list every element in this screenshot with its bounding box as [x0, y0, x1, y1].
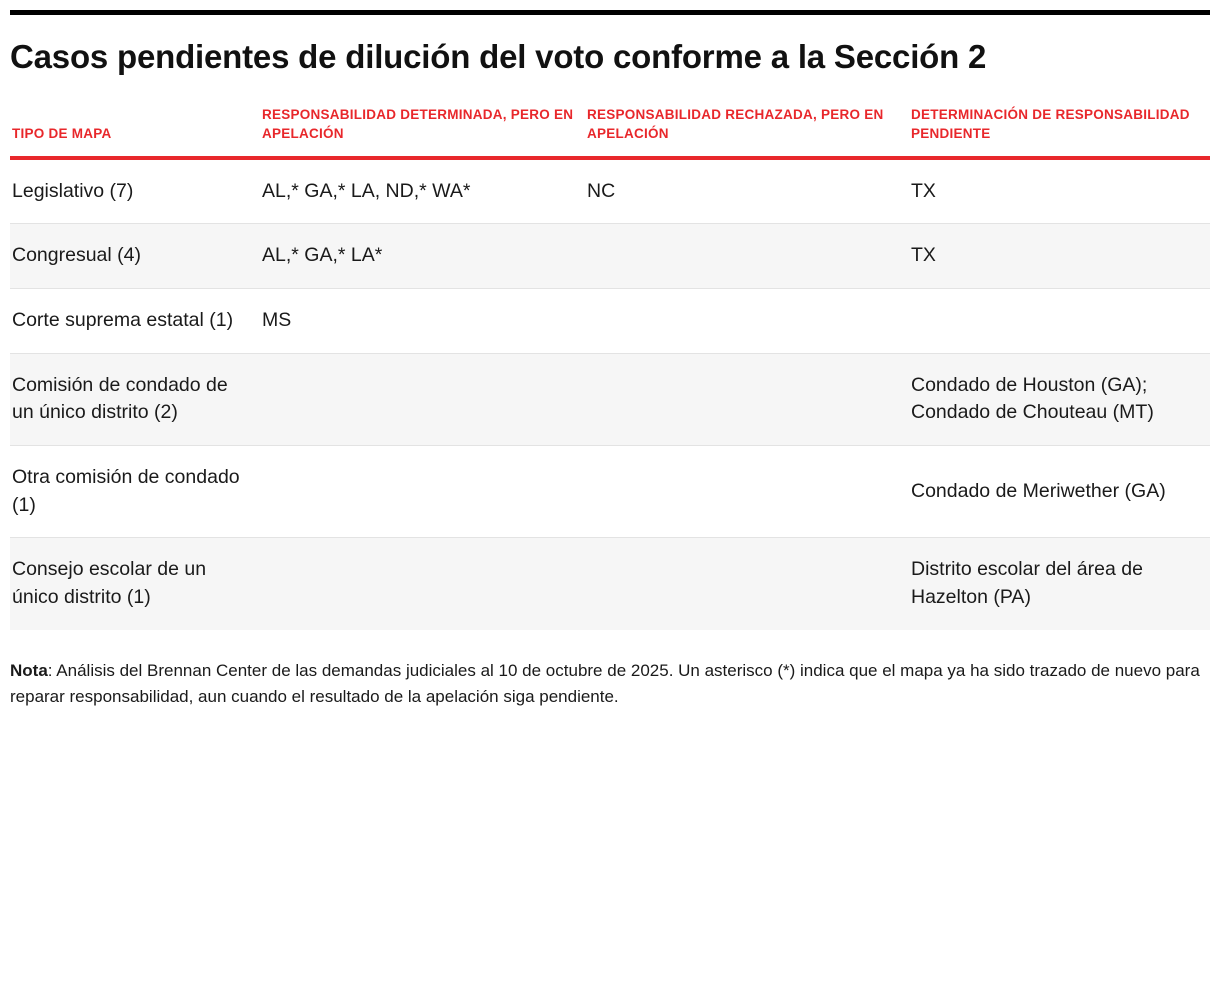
- column-header-map-type: TIPO DE MAPA: [10, 105, 262, 157]
- cell-liability-pending: Condado de Meriwether (GA): [911, 446, 1210, 538]
- table-row: [10, 158, 1210, 224]
- table-note: [10, 658, 1205, 710]
- pending-cases-table: [10, 105, 1210, 630]
- column-header-liability-rejected-on-appeal: RESPONSABILIDAD RECHAZADA, PERO EN APELACIÓN: [587, 105, 911, 157]
- table-row: [10, 353, 1210, 445]
- table-row: [10, 288, 1210, 353]
- column-header-liability-pending: DETERMINACIÓN DE RESPONSABILIDAD PENDIENTE: [911, 105, 1210, 157]
- cell-liability-found-on-appeal: [262, 353, 587, 445]
- cell-liability-found-on-appeal: MS: [262, 288, 587, 353]
- table-row: [10, 446, 1210, 538]
- cell-liability-rejected-on-appeal: [587, 288, 911, 353]
- cell-map-type: Comisión de condado de un único distrito (2): [10, 353, 262, 445]
- page-root: [0, 10, 1220, 1000]
- table-header: [10, 105, 1210, 157]
- cell-liability-pending: Condado de Houston (GA); Condado de Chouteau (MT): [911, 353, 1210, 445]
- table-body: [10, 158, 1210, 630]
- cell-map-type: Consejo escolar de un único distrito (1): [10, 538, 262, 630]
- cell-map-type: Corte suprema estatal (1): [10, 288, 262, 353]
- cell-map-type: Congresual (4): [10, 224, 262, 289]
- cell-liability-rejected-on-appeal: [587, 224, 911, 289]
- table-row: [10, 538, 1210, 630]
- table-header-row: [10, 105, 1210, 157]
- cell-liability-pending: [911, 288, 1210, 353]
- cell-liability-rejected-on-appeal: NC: [587, 179, 616, 202]
- page-title: Casos pendientes de dilución del voto conforme a la Sección 2: [10, 38, 987, 75]
- cell-liability-found-on-appeal: AL,* GA,* LA, ND,* WA*: [262, 179, 471, 202]
- cell-map-type: Legislativo (7): [12, 179, 134, 202]
- cell-liability-found-on-appeal: [262, 538, 587, 630]
- cell-liability-pending: TX: [911, 224, 1210, 289]
- table-row: [10, 224, 1210, 289]
- cell-liability-rejected-on-appeal: [587, 538, 911, 630]
- cell-liability-pending: Distrito escolar del área de Hazelton (PA): [911, 538, 1210, 630]
- top-black-rule: [10, 10, 1210, 15]
- note-body: : Análisis del Brennan Center de las demandas judiciales al 10 de octubre de 2025. Un asterisco (*) indica que el mapa ya ha sido trazado de nuevo para reparar responsabilidad, aun cuando el resultado de la apelación siga pendiente.: [10, 660, 1200, 706]
- column-header-liability-found-on-appeal: RESPONSABILIDAD DETERMINADA, PERO EN APELACIÓN: [262, 105, 587, 157]
- cell-liability-rejected-on-appeal: [587, 353, 911, 445]
- cell-liability-rejected-on-appeal: [587, 446, 911, 538]
- cell-liability-found-on-appeal: AL,* GA,* LA*: [262, 224, 587, 289]
- cell-liability-found-on-appeal: [262, 446, 587, 538]
- cell-map-type: Otra comisión de condado (1): [10, 446, 262, 538]
- note-label: Nota: [10, 660, 48, 680]
- cell-liability-pending: TX: [911, 179, 936, 202]
